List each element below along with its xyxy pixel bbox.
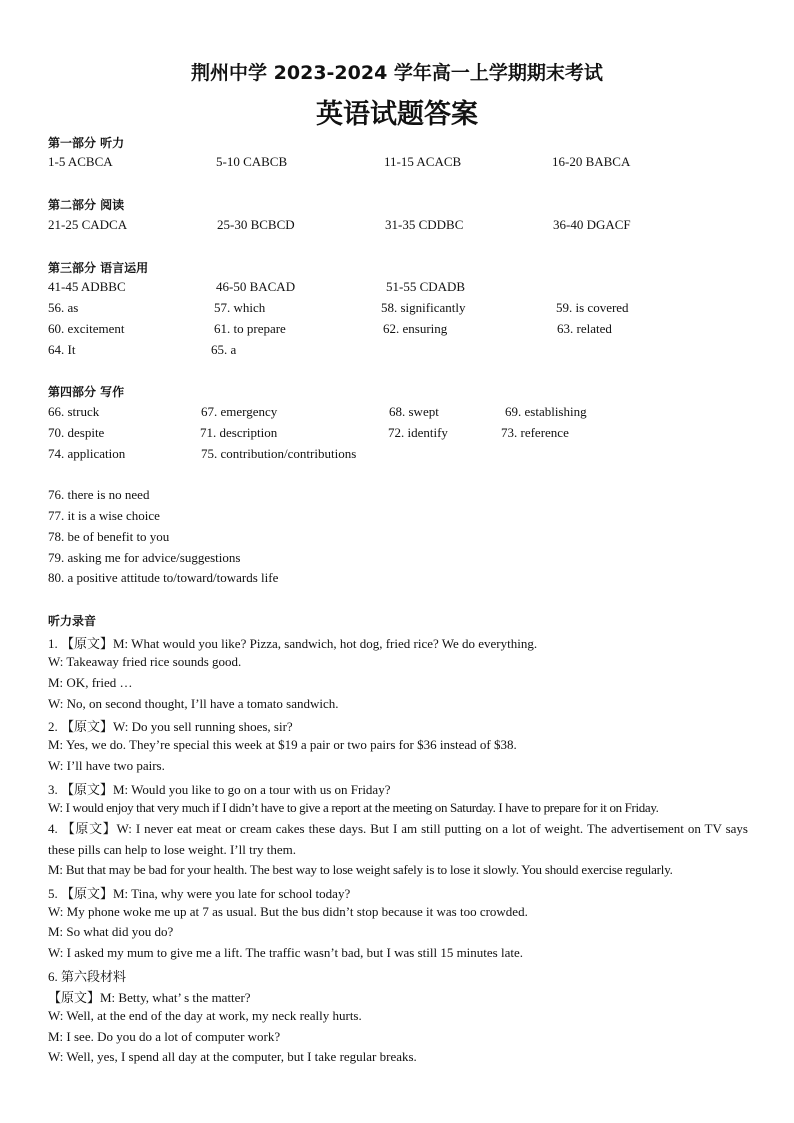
answer-group: 36-40 DGACF xyxy=(553,217,631,232)
sentence-answer: 80. a positive attitude to/toward/towards life xyxy=(48,570,279,585)
answer-group: 11-15 ACACB xyxy=(384,154,462,169)
part4-row1 xyxy=(0,404,794,422)
transcript-line: 5. 【原文】M: Tina, why were you late for school today? xyxy=(48,886,351,901)
transcript-line: 【原文】M: Betty, what’ s the matter? xyxy=(48,990,251,1005)
transcript-line: W: Well, yes, I spend all day at the computer, but I take regular breaks. xyxy=(48,1049,417,1064)
transcript-line: W: Takeaway fried rice sounds good. xyxy=(48,654,242,669)
part3-row4 xyxy=(0,342,794,360)
transcript-line: 3. 【原文】M: Would you like to go on a tour with us on Friday? xyxy=(48,782,391,797)
transcript-line: W: My phone woke me up at 7 as usual. But the bus didn’t stop because it was too crowded. xyxy=(48,904,528,919)
answer-item: 58. significantly xyxy=(381,300,466,315)
transcript-paragraph: 4. 【原文】W: I never eat meat or cream cakes these days. But I am still putting on a lot of weight. The advertisement on TV says these pills can help to lose weight. I’ll try them. xyxy=(48,821,748,857)
part1-heading: 第一部分 听力 xyxy=(48,136,125,150)
transcript-line: M: Yes, we do. They’re special this week at $19 a pair or two pairs for $36 instead of $38. xyxy=(48,737,517,752)
part3-row3 xyxy=(0,321,794,339)
transcript-line: 1. 【原文】M: What would you like? Pizza, sandwich, hot dog, fried rice? We do everything. xyxy=(48,636,538,651)
answer-group: 16-20 BABCA xyxy=(552,154,631,169)
answer-item: 61. to prepare xyxy=(214,321,286,336)
answer-item: 72. identify xyxy=(388,425,448,440)
transcript-line: M: OK, fried … xyxy=(48,675,133,690)
exam-title: 荆州中学 2023-2024 学年高一上学期期末考试 xyxy=(191,62,603,84)
transcript-line: M: But that may be bad for your health. The best way to lose weight safely is to lose it slowly. You should exercise regularly. xyxy=(48,862,673,877)
answer-item: 67. emergency xyxy=(201,404,278,419)
transcript-line: M: I see. Do you do a lot of computer work? xyxy=(48,1029,281,1044)
answer-item: 69. establishing xyxy=(505,404,587,419)
answer-group: 5-10 CABCB xyxy=(216,154,288,169)
sentence-answer: 76. there is no need xyxy=(48,487,150,502)
transcript-line: 6. 第六段材料 xyxy=(48,969,127,984)
part3-row1 xyxy=(0,279,794,297)
answer-group: 21-25 CADCA xyxy=(48,217,128,232)
answer-item: 56. as xyxy=(48,300,79,315)
answer-group: 51-55 CDADB xyxy=(386,279,466,294)
part4-row3 xyxy=(0,446,794,464)
answer-item: 64. It xyxy=(48,342,76,357)
answer-item: 66. struck xyxy=(48,404,100,419)
answer-item: 60. excitement xyxy=(48,321,125,336)
part3-row2 xyxy=(0,300,794,318)
transcript-line: W: I’ll have two pairs. xyxy=(48,758,165,773)
transcript-line: W: No, on second thought, I’ll have a tomato sandwich. xyxy=(48,696,339,711)
answer-item: 71. description xyxy=(200,425,278,440)
transcript-line: M: So what did you do? xyxy=(48,924,174,939)
transcript-line: W: I would enjoy that very much if I didn’t have to give a report at the meeting on Saturday. I have to prepare for it on Friday. xyxy=(48,800,659,815)
answer-item: 62. ensuring xyxy=(383,321,448,336)
part1-answers xyxy=(0,154,794,172)
part4-row2 xyxy=(0,425,794,443)
part3-heading: 第三部分 语言运用 xyxy=(48,261,149,275)
transcript-line: 2. 【原文】W: Do you sell running shoes, sir? xyxy=(48,719,293,734)
answer-item: 63. related xyxy=(557,321,612,336)
part2-heading: 第二部分 阅读 xyxy=(48,198,125,212)
sentence-answer: 79. asking me for advice/suggestions xyxy=(48,550,241,565)
transcript-line: W: I asked my mum to give me a lift. The traffic wasn’t bad, but I was still 15 minutes late. xyxy=(48,945,524,960)
answer-group: 1-5 ACBCA xyxy=(48,154,113,169)
answer-item: 59. is covered xyxy=(556,300,629,315)
part4-heading: 第四部分 写作 xyxy=(48,385,125,399)
answer-item: 57. which xyxy=(214,300,266,315)
answer-item: 68. swept xyxy=(389,404,439,419)
answer-group: 25-30 BCBCD xyxy=(217,217,295,232)
answer-item: 65. a xyxy=(211,342,237,357)
transcript-heading: 听力录音 xyxy=(48,614,97,628)
answer-title: 英语试题答案 xyxy=(316,99,478,130)
answer-group: 46-50 BACAD xyxy=(216,279,296,294)
answer-item: 74. application xyxy=(48,446,126,461)
answer-item: 73. reference xyxy=(501,425,569,440)
sentence-answer: 77. it is a wise choice xyxy=(48,508,160,523)
answer-group: 31-35 CDDBC xyxy=(385,217,464,232)
answer-item: 75. contribution/contributions xyxy=(201,446,357,461)
sentence-answer: 78. be of benefit to you xyxy=(48,529,170,544)
part2-answers xyxy=(0,217,794,235)
answer-group: 41-45 ADBBC xyxy=(48,279,126,294)
answer-item: 70. despite xyxy=(48,425,105,440)
transcript-line: W: Well, at the end of the day at work, my neck really hurts. xyxy=(48,1008,362,1023)
